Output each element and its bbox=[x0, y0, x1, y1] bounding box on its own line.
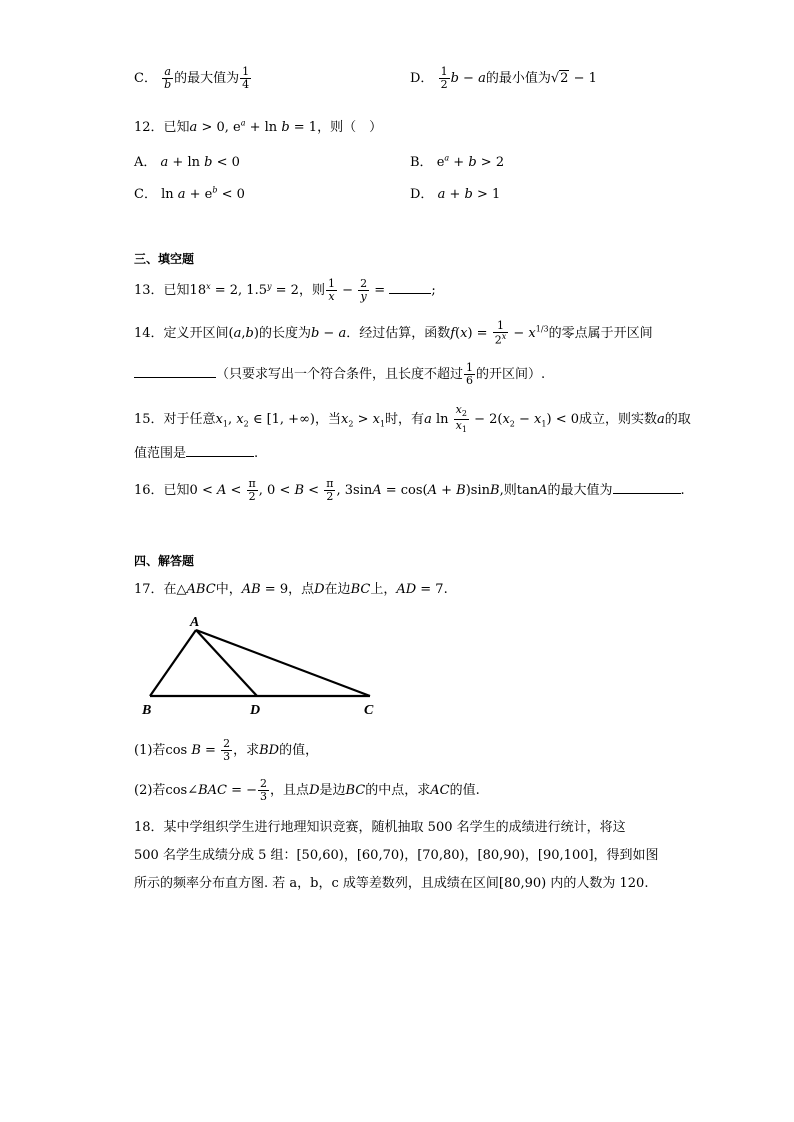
q12-stem: 12．已知a > 0, $e^a + \ln b = 1$，则（ ） bbox=[134, 118, 383, 135]
q15-line2: 值范围是 . bbox=[134, 446, 259, 461]
q12-option-d: D． a + b > 1 bbox=[410, 187, 501, 202]
q15-line1: 15．对于任意$x_1$, $x_2$ ∈ [1, +∞)，当$x_2 > x_1$时，有a ln $\frac{x_2}{x_1}$ − $2(x_2 - x_1) < 0$成立，则实数a的取 bbox=[134, 403, 691, 435]
answer-blank[interactable] bbox=[186, 446, 254, 457]
q12-option-b: B． $e^a + b > 2$ bbox=[410, 153, 505, 170]
q12-option-c: C． $\ln a + e^b < 0$ bbox=[134, 185, 245, 202]
segment-ac bbox=[196, 630, 370, 696]
q11-option-d: D． $\frac{1}{2}$ b − a的最小值为√2 − 1 bbox=[410, 65, 597, 92]
section-title-fill-in: 三、填空题 bbox=[134, 252, 195, 266]
section-title-answer: 四、解答题 bbox=[134, 554, 195, 568]
answer-blank[interactable] bbox=[613, 483, 681, 494]
q14-line1: 14．定义开区间(a,b)的长度为b − a．经过估算，函数f(x) = $\frac{1}{2^x}$ − $x^{1/3}$的零点属于开区间 bbox=[134, 319, 653, 347]
segment-ab bbox=[150, 630, 196, 696]
q11-option-c: C． $\frac{a}{b}$ 的最大值为 $\frac{1}{4}$ bbox=[134, 65, 250, 92]
q12-option-a: A． a + ln b < 0 bbox=[134, 155, 240, 170]
label-b: B bbox=[142, 703, 152, 718]
label-a: A bbox=[190, 615, 200, 630]
q17-sub1: (1)若cos B = $\frac{2}{3}$ ，求BD的值， bbox=[134, 737, 319, 764]
label-d: D bbox=[250, 703, 261, 718]
segment-ad bbox=[196, 630, 257, 696]
answer-blank[interactable] bbox=[134, 367, 216, 378]
q16: 16．已知0 < A < $\frac{\pi}{2}$ , 0 < B < $\frac{\pi}{2}$ , 3sinA = cos(A + B)sinB,则tanA的最大值为 . bbox=[134, 477, 685, 504]
q13: 13．已知$18^x = 2$, $1.5^y = 2$，则 $\frac{1}{x}$ − $\frac{2}{y}$ = ; bbox=[134, 277, 436, 304]
q17-stem: 17．在△ABC中，AB = 9，点D在边BC上，AD = 7. bbox=[134, 582, 448, 597]
answer-blank[interactable] bbox=[389, 283, 431, 294]
q14-line2: （只要求写出一个符合条件，且长度不超过 $\frac{1}{6}$ 的开区间）. bbox=[134, 362, 545, 387]
triangle-figure bbox=[130, 610, 390, 720]
q18: 18．某中学组织学生进行地理知识竞赛，随机抽取 500 名学生的成绩进行统计，将这 500 名学生成绩分成 5 组：[50,60)，[60,70)，[70,80)，[80,90)，[90,100]，得到如图 所示的频率分布直方图. 若 a，b，c 成等差数列，且成绩在区间[80,90) 内的人数为 120. bbox=[134, 820, 659, 891]
label-c: C bbox=[364, 703, 374, 718]
q17-sub2: (2)若cos∠BAC = − $\frac{2}{3}$ ，且点D是边BC的中点，求AC的值. bbox=[134, 777, 480, 804]
